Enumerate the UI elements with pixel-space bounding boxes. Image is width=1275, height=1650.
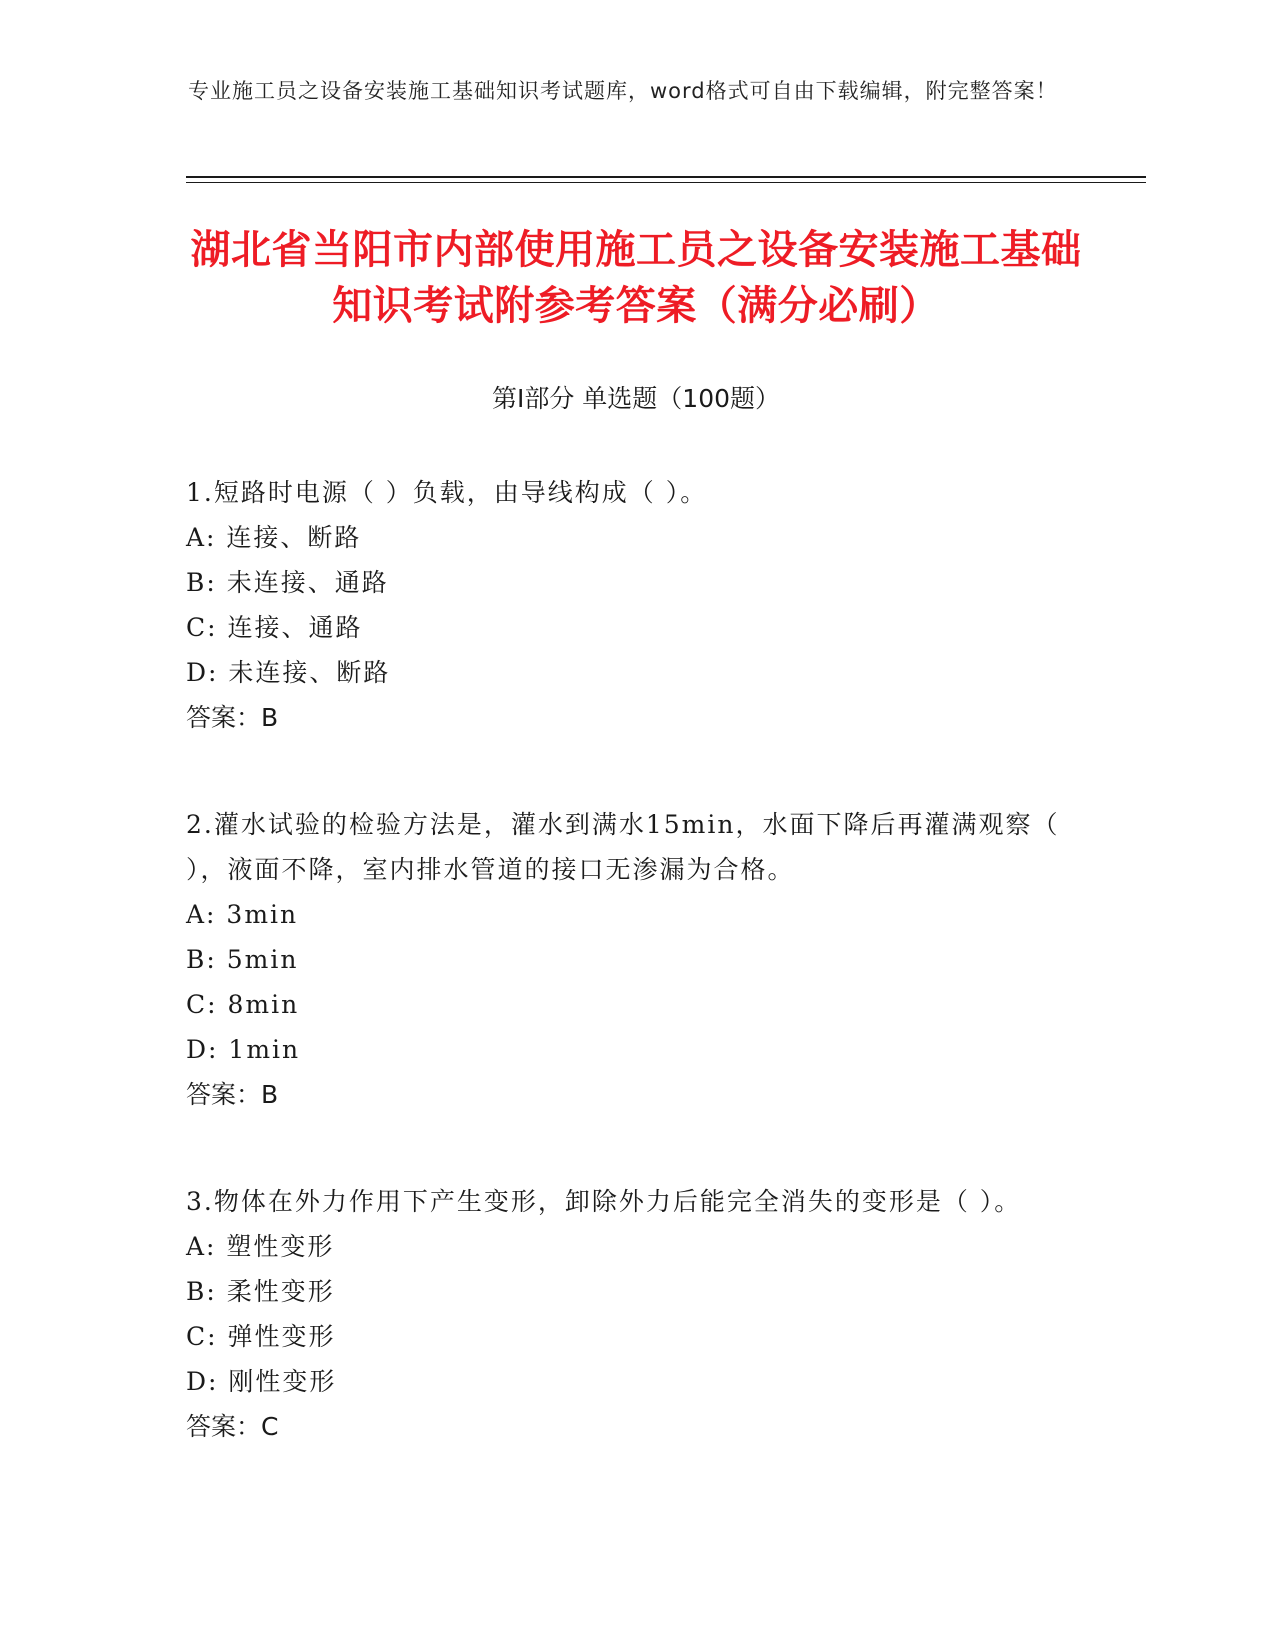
document-title: 湖北省当阳市内部使用施工员之设备安装施工基础知识考试附参考答案（满分必刷） xyxy=(190,227,1082,329)
question-list xyxy=(186,470,1086,1511)
option-c: C: 8min xyxy=(186,990,300,1019)
option-d: D: 刚性变形 xyxy=(186,1367,337,1396)
answer: 答案：B xyxy=(186,703,279,732)
option-d: D: 未连接、断路 xyxy=(186,658,391,687)
option-c: C: 连接、通路 xyxy=(186,613,363,642)
answer: 答案：B xyxy=(186,1080,279,1109)
header-rule-thick xyxy=(186,176,1146,178)
section-heading: 第Ⅰ部分 单选题（100题） xyxy=(491,384,781,413)
option-b: B: 5min xyxy=(186,945,299,974)
option-a: A: 连接、断路 xyxy=(186,523,362,552)
question-stem: 3.物体在外力作用下产生变形，卸除外力后能完全消失的变形是（ ）。 xyxy=(186,1187,1022,1216)
option-b: B: 柔性变形 xyxy=(186,1277,335,1306)
header-note: 专业施工员之设备安装施工基础知识考试题库，word格式可自由下载编辑，附完整答案！ xyxy=(188,79,1058,103)
question-3 xyxy=(186,1179,1086,1449)
question-1 xyxy=(186,470,1086,740)
option-a: A: 3min xyxy=(186,900,299,929)
answer: 答案：C xyxy=(186,1412,279,1441)
option-a: A: 塑性变形 xyxy=(186,1232,335,1261)
header-rule-thin xyxy=(186,182,1146,183)
option-c: C: 弹性变形 xyxy=(186,1322,336,1351)
question-stem: 2.灌水试验的检验方法是，灌水到满水15min，水面下降后再灌满观察（ ），液面不降，室内排水管道的接口无渗漏为合格。 xyxy=(186,810,1060,884)
question-stem: 1.短路时电源（ ）负载，由导线构成（ ）。 xyxy=(186,478,708,507)
option-b: B: 未连接、通路 xyxy=(186,568,389,597)
question-2 xyxy=(186,802,1086,1117)
option-d: D: 1min xyxy=(186,1035,301,1064)
